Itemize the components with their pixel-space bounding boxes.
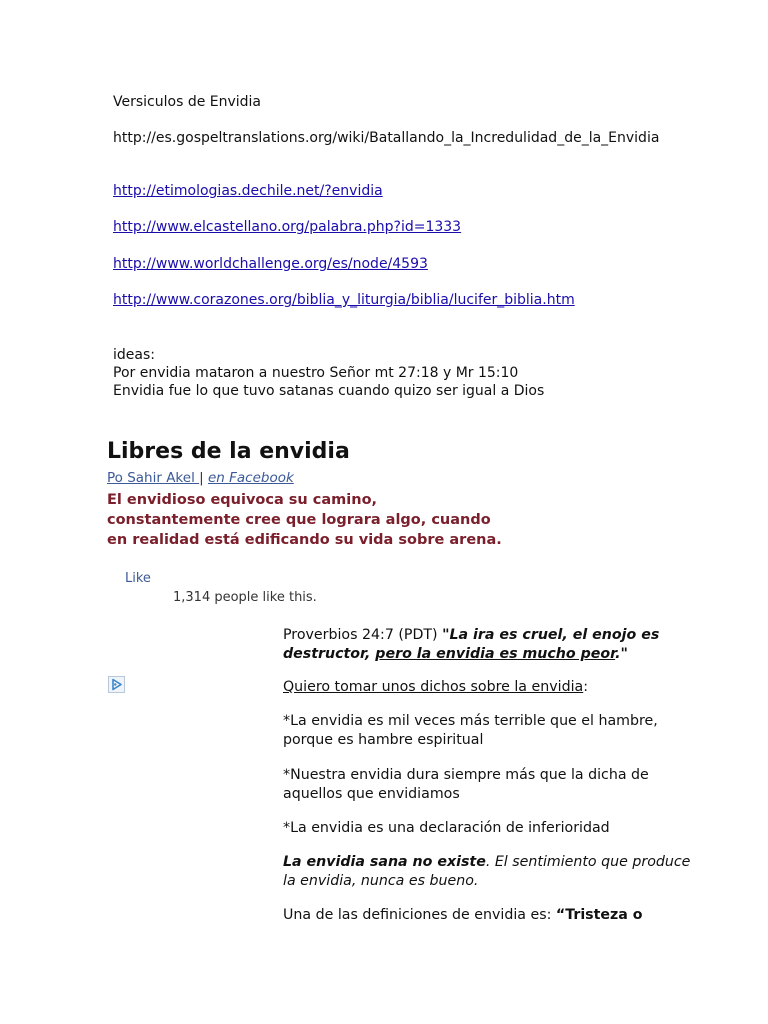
article-heading: Libres de la envidia: [107, 439, 350, 464]
dicho-paragraph: *Nuestra envidia dura siempre más que la dicha de aquellos que envidiamos: [283, 767, 649, 802]
byline: [107, 469, 294, 487]
lead-quote: [107, 490, 502, 550]
definition-paragraph: [283, 906, 643, 925]
proverb-quote-a: "La ira es cruel: [442, 627, 563, 643]
dichos-intro-paragraph: [283, 678, 588, 697]
author-link[interactable]: Po Sahir Akel: [107, 470, 200, 486]
ideas-label: ideas:: [113, 347, 155, 363]
ad-choices-glyph-icon: [109, 677, 124, 692]
dichos-colon: :: [583, 679, 588, 695]
gospel-translations-url: http://es.gospeltranslations.org/wiki/Batallando_la_Incredulidad_de_la_Envidia: [113, 130, 660, 146]
definition-bold: “Tristeza o: [555, 907, 643, 923]
ideas-block: [113, 346, 544, 400]
idea-item: Envidia fue lo que tuvo satanas cuando quizo ser igual a Dios: [113, 383, 545, 399]
dichos-intro: Quiero tomar unos dichos sobre la envidia: [283, 679, 584, 695]
proverb-reference: Proverbios 24:7 (PDT): [283, 627, 443, 643]
facebook-link[interactable]: en Facebook: [207, 470, 294, 486]
sana-bold: La envidia sana no existe: [283, 854, 486, 870]
proverb-quote-e: .": [615, 646, 628, 662]
like-count: 1,314 people like this.: [173, 590, 317, 605]
proverb-quote-d: pero la envidia es mucho peor: [375, 646, 616, 662]
ad-choices-icon[interactable]: [108, 676, 125, 693]
document-title: Versiculos de Envidia: [113, 94, 262, 110]
dicho-paragraph: *La envidia es mil veces más terrible que el hambre, porque es hambre espiritual: [283, 713, 658, 748]
dicho-paragraph: *La envidia es una declaración de inferioridad: [283, 820, 610, 836]
proverb-quote-c: ,: [364, 646, 376, 662]
lead-line: en realidad está edificando su vida sobre arena.: [107, 532, 502, 548]
sana-rest: . El sentimiento que produce la envidia, nunca es bueno.: [283, 854, 691, 889]
byline-separator: |: [199, 470, 208, 486]
link-corazones[interactable]: http://www.corazones.org/biblia_y_liturgia/biblia/lucifer_biblia.htm: [113, 292, 575, 308]
definition-text: Una de las definiciones de envidia es:: [283, 907, 556, 923]
idea-item: Por envidia mataron a nuestro Señor mt 27:18 y Mr 15:10: [113, 365, 519, 381]
lead-line: constantemente cree que lograra algo, cuando: [107, 512, 491, 528]
proverb-paragraph: [283, 626, 703, 664]
like-button[interactable]: Like: [125, 571, 151, 586]
link-etimologias[interactable]: http://etimologias.dechile.net/?envidia: [113, 183, 383, 199]
link-worldchallenge[interactable]: http://www.worldchallenge.org/es/node/4593: [113, 256, 428, 272]
sana-paragraph: [283, 853, 703, 891]
lead-line: El envidioso equivoca su camino,: [107, 492, 378, 508]
link-elcastellano[interactable]: http://www.elcastellano.org/palabra.php?id=1333: [113, 219, 462, 235]
proverb-quote-b: , el enojo es destructor: [283, 627, 660, 662]
